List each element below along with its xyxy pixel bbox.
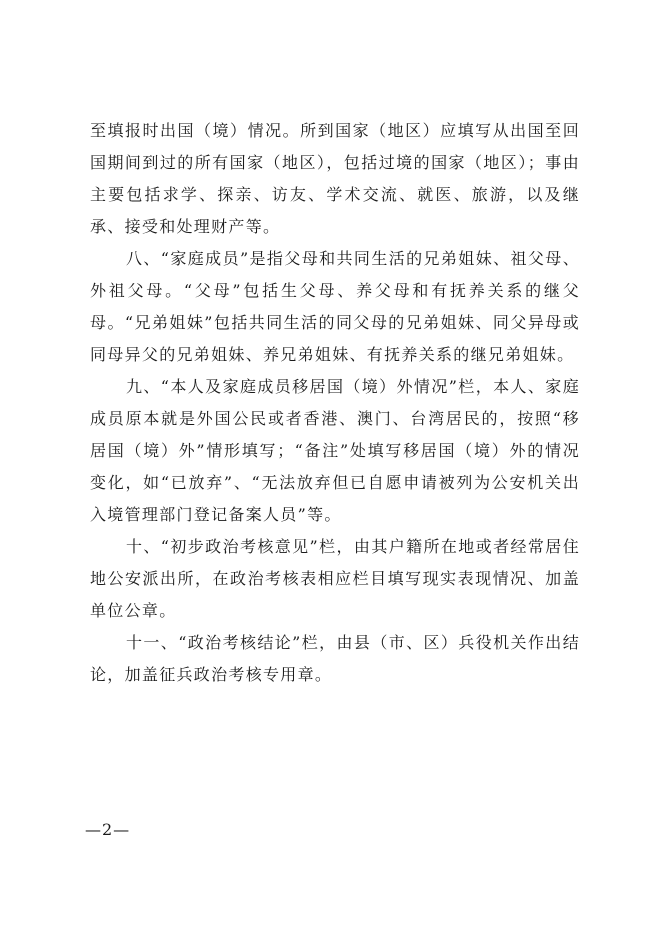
document-body [90,115,580,691]
paragraph-item-11: 十一、“政治考核结论”栏，由县（市、区）兵役机关作出结论，加盖征兵政治考核专用章。 [90,633,580,684]
paragraph-item-10: 十、“初步政治考核意见”栏，由其户籍所在地或者经常居住地公安派出所，在政治考核表相应栏目填写现实表现情况、加盖单位公章。 [90,537,580,620]
paragraph-item-9: 九、“本人及家庭成员移居国（境）外情况”栏，本人、家庭成员原本就是外国公民或者香港、澳门、台湾居民的，按照“移居国（境）外”情形填写；“备注”处填写移居国（境）外的情况变化，如“已放弃”、“无法放弃但已自愿申请被列为公安机关出入境管理部门登记备案人员”等。 [90,377,580,524]
page-number: —2— [85,820,131,839]
paragraph-item-8: 八、“家庭成员”是指父母和共同生活的兄弟姐妹、祖父母、外祖父母。“父母”包括生父母、养父母和有抚养关系的继父母。“兄弟姐妹”包括共同生活的同父母的兄弟姐妹、同父异母或同母异父的兄弟姐妹、养兄弟姐妹、有抚养关系的继兄弟姐妹。 [90,249,580,364]
paragraph-continued: 至填报时出国（境）情况。所到国家（地区）应填写从出国至回国期间到过的所有国家（地区），包括过境的国家（地区）；事由主要包括求学、探亲、访友、学术交流、就医、旅游，以及继承、接受和处理财产等。 [90,121,580,236]
